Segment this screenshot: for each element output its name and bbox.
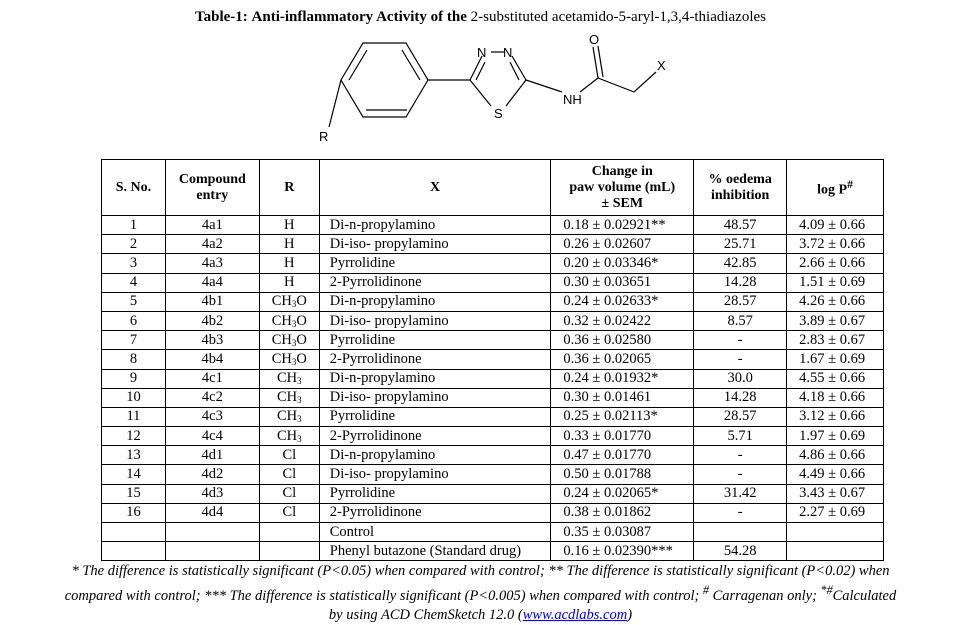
cell-change: 0.38 ± 0.01862 bbox=[551, 503, 694, 522]
cell-logp: 1.67 ± 0.69 bbox=[787, 350, 884, 369]
cell-logp: 4.09 ± 0.66 bbox=[787, 216, 884, 235]
benzene-inner-bond-3 bbox=[402, 50, 420, 80]
cell-inhibition: 5.71 bbox=[694, 427, 787, 446]
footnote-sup1: # bbox=[702, 583, 709, 597]
table-row bbox=[102, 216, 884, 235]
cell-logp: 4.86 ± 0.66 bbox=[787, 446, 884, 465]
r-bond bbox=[329, 80, 341, 127]
cell-entry: 4b4 bbox=[165, 350, 259, 369]
cell-logp: 1.51 ± 0.69 bbox=[787, 273, 884, 292]
carbonyl-double-bond bbox=[598, 46, 603, 77]
cell-change: 0.32 ± 0.02422 bbox=[551, 311, 694, 330]
header-compound-line2: entry bbox=[196, 187, 229, 203]
x-bond bbox=[634, 72, 656, 92]
cell-logp: 3.72 ± 0.66 bbox=[787, 235, 884, 254]
caption-compound: 2-substituted acetamido-5-aryl-1,3,4-thiadiazoles bbox=[470, 9, 766, 25]
cell-sno: 15 bbox=[102, 484, 166, 503]
cell-change: 0.26 ± 0.02607 bbox=[551, 235, 694, 254]
table-row bbox=[102, 388, 884, 407]
header-oedema-line2: inhibition bbox=[710, 187, 770, 203]
cell-r bbox=[259, 235, 319, 254]
cell-r-sub: 3 bbox=[297, 414, 302, 425]
footnote bbox=[20, 562, 941, 625]
header-change-line1: Change in bbox=[591, 163, 653, 179]
cell-sno: 9 bbox=[102, 369, 166, 388]
caption-main: Anti-inflammatory Activity of the bbox=[251, 9, 467, 25]
cell-x: Phenyl butazone (Standard drug) bbox=[319, 542, 551, 561]
table-row bbox=[102, 446, 884, 465]
cell-r bbox=[259, 254, 319, 273]
cell-r bbox=[259, 407, 319, 426]
cell-r-sub: 3 bbox=[291, 356, 297, 367]
cell-x: Di-iso- propylamino bbox=[319, 465, 551, 484]
cell-x: Pyrrolidine bbox=[319, 254, 551, 273]
cell-x: Pyrrolidine bbox=[319, 331, 551, 350]
table-row bbox=[102, 503, 884, 522]
cell-r-sub: 3 bbox=[291, 299, 297, 310]
cell-r bbox=[259, 503, 319, 522]
cell-r bbox=[259, 523, 319, 542]
cell-x: 2-Pyrrolidinone bbox=[319, 427, 551, 446]
cell-x: Di-iso- propylamino bbox=[319, 235, 551, 254]
structure-drawing bbox=[300, 30, 700, 158]
table-row-standard bbox=[102, 542, 884, 561]
cell-inhibition: 42.85 bbox=[694, 254, 787, 273]
cell-change: 0.47 ± 0.01770 bbox=[551, 446, 694, 465]
cell-sno: 10 bbox=[102, 388, 166, 407]
table-row bbox=[102, 235, 884, 254]
cell-entry: 4d1 bbox=[165, 446, 259, 465]
cell-r-main: H bbox=[284, 235, 295, 252]
cell-inhibition: 31.42 bbox=[694, 484, 787, 503]
cell-change: 0.33 ± 0.01770 bbox=[551, 427, 694, 446]
cell-change: 0.24 ± 0.02633* bbox=[551, 292, 694, 311]
cell-inhibition: 48.57 bbox=[694, 216, 787, 235]
cell-logp: 3.12 ± 0.66 bbox=[787, 407, 884, 426]
atom-nh: NH bbox=[563, 92, 582, 107]
header-r: R bbox=[259, 160, 319, 216]
cell-r-main: H bbox=[284, 274, 295, 291]
cell-change: 0.20 ± 0.03346* bbox=[551, 254, 694, 273]
cell-logp: 1.97 ± 0.69 bbox=[787, 427, 884, 446]
cell-inhibition: - bbox=[694, 350, 787, 369]
cell-r-main: CH bbox=[276, 389, 298, 406]
cell-r bbox=[259, 465, 319, 484]
table-row bbox=[102, 311, 884, 330]
cell-entry: 4a4 bbox=[165, 273, 259, 292]
cell-inhibition: 8.57 bbox=[694, 311, 787, 330]
footnote-line3a: by using ACD ChemSketch 12.0 ( bbox=[328, 606, 523, 623]
cell-r-main: H bbox=[284, 254, 295, 271]
cell-inhibition: 28.57 bbox=[694, 407, 787, 426]
table-row bbox=[102, 331, 884, 350]
cell-sno: 3 bbox=[102, 254, 166, 273]
table-body bbox=[102, 216, 884, 561]
cell-r bbox=[259, 350, 319, 369]
cell-inhibition: - bbox=[694, 465, 787, 484]
cell-r-main: CH bbox=[271, 312, 292, 329]
cell-r-sub: 3 bbox=[297, 433, 302, 444]
cell-sno: 6 bbox=[102, 311, 166, 330]
footnote-sup2: *# bbox=[820, 583, 833, 597]
cell-r-main: Cl bbox=[282, 504, 297, 521]
cell-change: 0.36 ± 0.02065 bbox=[551, 350, 694, 369]
header-logp-text: log P bbox=[817, 182, 848, 198]
cell-sno: 14 bbox=[102, 465, 166, 484]
cell-x: Pyrrolidine bbox=[319, 484, 551, 503]
cell-r-end: O bbox=[296, 293, 307, 310]
ring-bond-c-s-2 bbox=[470, 80, 491, 106]
cell-logp bbox=[787, 523, 884, 542]
table-row bbox=[102, 254, 884, 273]
cell-r-main: Cl bbox=[282, 485, 297, 502]
cell-x: Di-iso- propylamino bbox=[319, 388, 551, 407]
cell-r-main: CH bbox=[271, 331, 292, 348]
cell-inhibition: - bbox=[694, 331, 787, 350]
caption-prefix: Table-1: bbox=[194, 9, 248, 25]
table-row bbox=[102, 369, 884, 388]
cell-inhibition: 14.28 bbox=[694, 273, 787, 292]
header-sno: S. No. bbox=[102, 160, 166, 216]
footnote-line2b: Carragenan only; bbox=[712, 587, 817, 604]
cell-entry: 4b2 bbox=[165, 311, 259, 330]
table-row bbox=[102, 484, 884, 503]
cell-x: 2-Pyrrolidinone bbox=[319, 273, 551, 292]
table-header bbox=[102, 160, 884, 216]
cell-r bbox=[259, 542, 319, 561]
carbonyl-bond bbox=[593, 47, 598, 78]
footnote-line2a: compared with control; *** The difference is statistically significant (P<0.005) when compared with control; bbox=[64, 587, 700, 604]
cell-logp: 4.49 ± 0.66 bbox=[787, 465, 884, 484]
cell-sno: 16 bbox=[102, 503, 166, 522]
cell-entry: 4a3 bbox=[165, 254, 259, 273]
ring-bond-c-s bbox=[506, 80, 526, 106]
footnote-line2c: Calculated bbox=[832, 587, 897, 604]
ring-bond-n-c bbox=[512, 56, 526, 80]
cell-entry: 4c4 bbox=[165, 427, 259, 446]
table-row bbox=[102, 407, 884, 426]
cell-x: Di-n-propylamino bbox=[319, 292, 551, 311]
cell-logp: 3.43 ± 0.67 bbox=[787, 484, 884, 503]
footnote-line1: * The difference is statistically significant (P<0.05) when compared with control; ** The difference is statistically significant (P<0.02) when bbox=[71, 563, 890, 579]
cell-x: Pyrrolidine bbox=[319, 407, 551, 426]
acdlabs-link[interactable]: www.acdlabs.com bbox=[522, 606, 628, 623]
cell-entry: 4a1 bbox=[165, 216, 259, 235]
cell-r bbox=[259, 216, 319, 235]
cell-logp: 2.83 ± 0.67 bbox=[787, 331, 884, 350]
cell-sno: 5 bbox=[102, 292, 166, 311]
cell-r-main: CH bbox=[276, 408, 298, 425]
cell-logp: 4.26 ± 0.66 bbox=[787, 292, 884, 311]
cell-sno: 11 bbox=[102, 407, 166, 426]
table-row bbox=[102, 273, 884, 292]
amide-c-bond bbox=[580, 78, 598, 92]
cell-entry: 4c2 bbox=[165, 388, 259, 407]
header-compound-line1: Compound bbox=[178, 171, 246, 187]
cell-change: 0.24 ± 0.01932* bbox=[551, 369, 694, 388]
cell-r-end: O bbox=[296, 331, 307, 348]
atom-n1: N bbox=[477, 45, 487, 60]
cell-sno: 1 bbox=[102, 216, 166, 235]
cell-sno: 12 bbox=[102, 427, 166, 446]
header-oedema bbox=[694, 160, 787, 216]
cell-entry bbox=[165, 523, 259, 542]
cell-r bbox=[259, 388, 319, 407]
cell-sno bbox=[102, 523, 166, 542]
cell-change: 0.35 ± 0.03087 bbox=[551, 523, 694, 542]
cell-inhibition: 54.28 bbox=[694, 542, 787, 561]
header-change bbox=[551, 160, 694, 216]
amide-n-bond bbox=[526, 80, 562, 92]
cell-inhibition: 28.57 bbox=[694, 292, 787, 311]
table-row-control bbox=[102, 523, 884, 542]
structure-bonds bbox=[329, 43, 656, 127]
table-row bbox=[102, 465, 884, 484]
methylene-bond bbox=[598, 78, 634, 92]
cell-entry: 4d2 bbox=[165, 465, 259, 484]
atom-x: X bbox=[657, 58, 666, 73]
cell-r-sub: 3 bbox=[291, 337, 297, 348]
cell-inhibition: 25.71 bbox=[694, 235, 787, 254]
atom-s: S bbox=[494, 106, 503, 121]
chemical-structure bbox=[300, 30, 700, 158]
cell-logp: 2.27 ± 0.69 bbox=[787, 503, 884, 522]
cell-entry: 4a2 bbox=[165, 235, 259, 254]
cell-change: 0.24 ± 0.02065* bbox=[551, 484, 694, 503]
table-row bbox=[102, 427, 884, 446]
header-change-line2: paw volume (mL) bbox=[569, 179, 676, 195]
cell-entry: 4b3 bbox=[165, 331, 259, 350]
cell-r-main: CH bbox=[276, 370, 298, 387]
cell-entry: 4d3 bbox=[165, 484, 259, 503]
cell-r-sub: 3 bbox=[297, 395, 302, 406]
cell-sno: 8 bbox=[102, 350, 166, 369]
cell-entry: 4c1 bbox=[165, 369, 259, 388]
cell-change: 0.30 ± 0.01461 bbox=[551, 388, 694, 407]
cell-inhibition: 30.0 bbox=[694, 369, 787, 388]
cell-r bbox=[259, 446, 319, 465]
cell-x: Di-n-propylamino bbox=[319, 446, 551, 465]
cell-r bbox=[259, 273, 319, 292]
header-compound bbox=[165, 160, 259, 216]
cell-sno bbox=[102, 542, 166, 561]
cell-change: 0.36 ± 0.02580 bbox=[551, 331, 694, 350]
cell-r-sub: 3 bbox=[297, 376, 302, 387]
cell-x: Di-n-propylamino bbox=[319, 369, 551, 388]
cell-sno: 4 bbox=[102, 273, 166, 292]
cell-r-end: O bbox=[296, 350, 307, 367]
table-row bbox=[102, 292, 884, 311]
benzene-ring bbox=[341, 43, 428, 117]
cell-sno: 7 bbox=[102, 331, 166, 350]
benzene-inner-bond-2 bbox=[349, 50, 367, 80]
table-caption bbox=[0, 9, 961, 26]
atom-o: O bbox=[589, 32, 600, 47]
cell-entry: 4b1 bbox=[165, 292, 259, 311]
cell-x: 2-Pyrrolidinone bbox=[319, 350, 551, 369]
header-logp bbox=[787, 160, 884, 216]
cell-sno: 2 bbox=[102, 235, 166, 254]
activity-table bbox=[101, 159, 884, 561]
cell-change: 0.25 ± 0.02113* bbox=[551, 407, 694, 426]
header-x: X bbox=[319, 160, 551, 216]
cell-logp: 3.89 ± 0.67 bbox=[787, 311, 884, 330]
cell-r bbox=[259, 331, 319, 350]
cell-inhibition bbox=[694, 523, 787, 542]
table-row bbox=[102, 350, 884, 369]
cell-logp: 2.66 ± 0.66 bbox=[787, 254, 884, 273]
cell-inhibition: 14.28 bbox=[694, 388, 787, 407]
cell-entry: 4d4 bbox=[165, 503, 259, 522]
header-logp-sup: # bbox=[847, 177, 853, 191]
cell-inhibition: - bbox=[694, 503, 787, 522]
cell-r bbox=[259, 484, 319, 503]
atom-n2: N bbox=[503, 45, 513, 60]
cell-change: 0.16 ± 0.02390*** bbox=[551, 542, 694, 561]
cell-r-main: CH bbox=[271, 350, 292, 367]
cell-x: Di-n-propylamino bbox=[319, 216, 551, 235]
cell-logp: 4.55 ± 0.66 bbox=[787, 369, 884, 388]
cell-entry bbox=[165, 542, 259, 561]
cell-inhibition: - bbox=[694, 446, 787, 465]
cell-r-main: Cl bbox=[282, 446, 297, 463]
cell-x: 2-Pyrrolidinone bbox=[319, 503, 551, 522]
cell-r bbox=[259, 427, 319, 446]
cell-r-sub: 3 bbox=[291, 318, 297, 329]
header-change-line3: ± SEM bbox=[601, 195, 644, 211]
cell-r-end: O bbox=[296, 312, 307, 329]
cell-r bbox=[259, 369, 319, 388]
header-oedema-line1: % oedema bbox=[708, 171, 772, 187]
cell-change: 0.30 ± 0.03651 bbox=[551, 273, 694, 292]
cell-change: 0.50 ± 0.01788 bbox=[551, 465, 694, 484]
cell-change: 0.18 ± 0.02921** bbox=[551, 216, 694, 235]
cell-logp bbox=[787, 542, 884, 561]
header-row bbox=[102, 160, 884, 216]
cell-entry: 4c3 bbox=[165, 407, 259, 426]
footnote-line3b: ) bbox=[627, 606, 633, 623]
cell-r-main: Cl bbox=[282, 466, 297, 483]
cell-x: Control bbox=[319, 523, 551, 542]
cell-r-main: CH bbox=[276, 427, 298, 444]
cell-sno: 13 bbox=[102, 446, 166, 465]
atom-r: R bbox=[319, 129, 329, 144]
cell-r bbox=[259, 311, 319, 330]
cell-logp: 4.18 ± 0.66 bbox=[787, 388, 884, 407]
cell-r-main: H bbox=[284, 216, 295, 233]
cell-r-main: CH bbox=[271, 293, 292, 310]
cell-x: Di-iso- propylamino bbox=[319, 311, 551, 330]
cell-r bbox=[259, 292, 319, 311]
